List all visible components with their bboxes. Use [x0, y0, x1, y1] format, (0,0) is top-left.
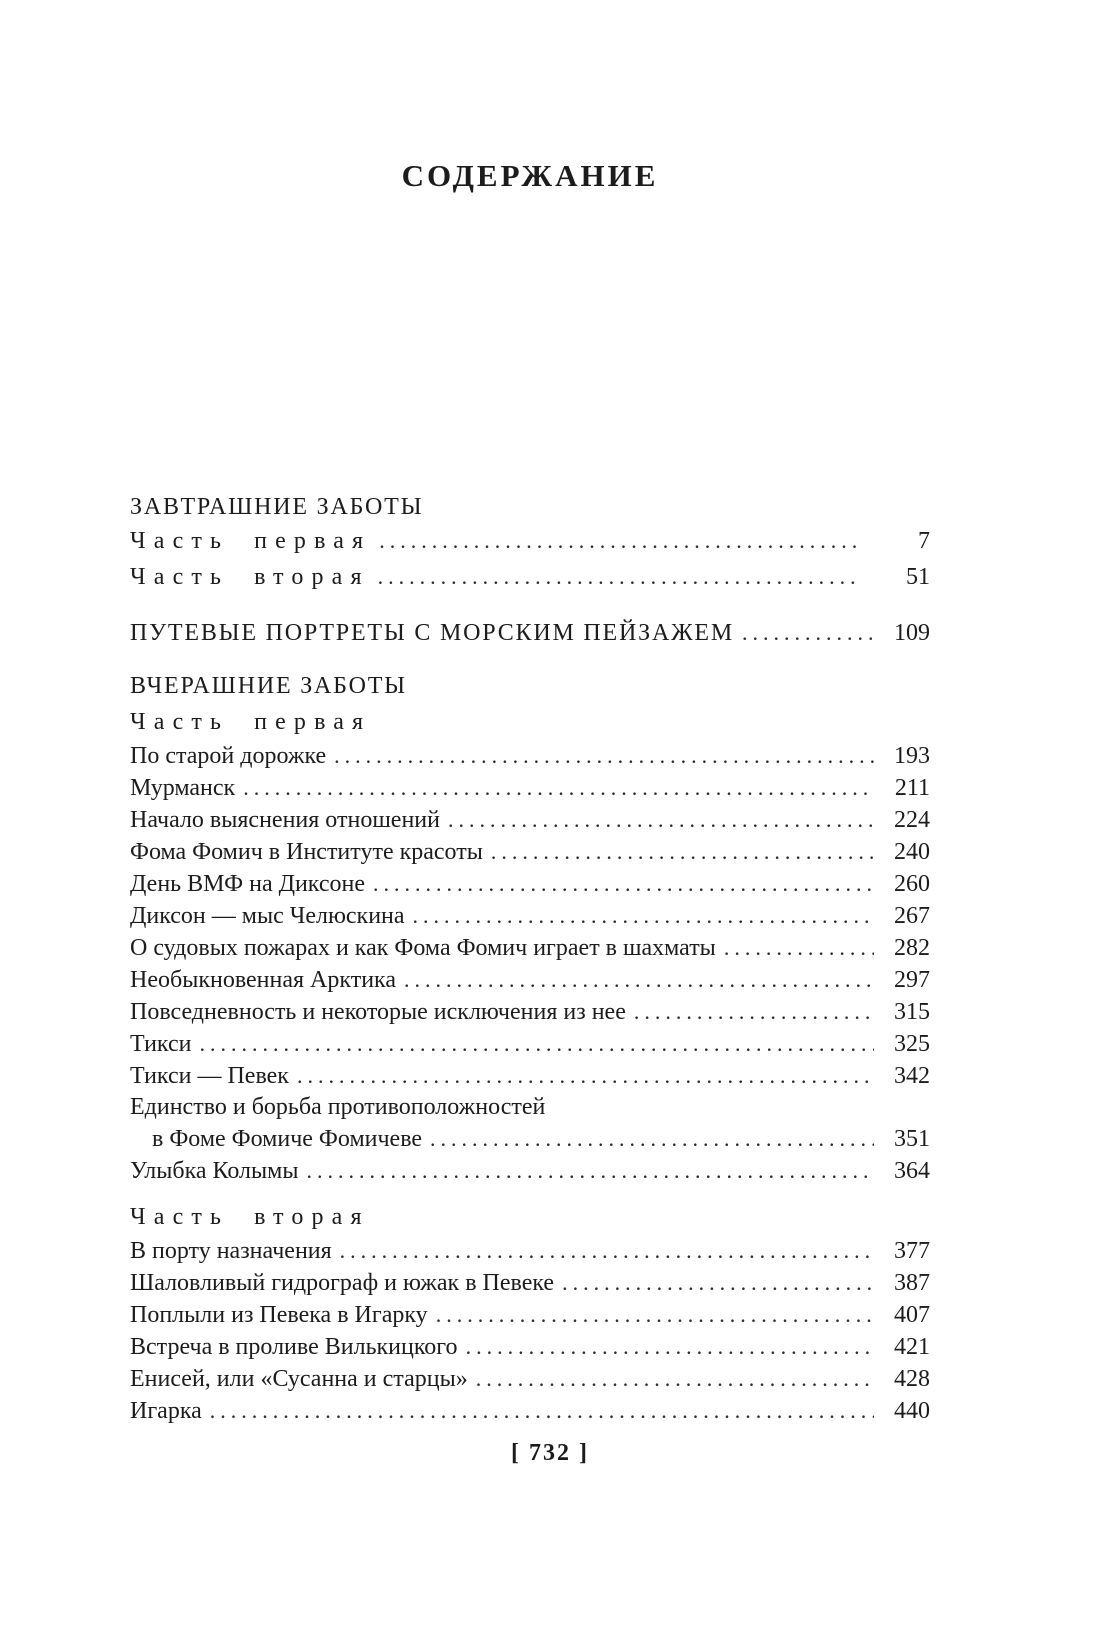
toc-entry-page: 109 — [894, 620, 930, 646]
toc-entry — [130, 1235, 930, 1267]
toc-entry-label: Поплыли из Певека в Игарку — [130, 1302, 428, 1328]
toc-entry-page: 315 — [894, 999, 930, 1025]
toc-entry — [130, 1331, 930, 1363]
dot-leader — [436, 1299, 874, 1331]
toc-entry-label: Шаловливый гидрограф и южак в Певеке — [130, 1270, 555, 1296]
toc-entry — [130, 1395, 930, 1427]
toc-section-heading — [130, 492, 930, 523]
toc-entry-label: Тикси — [130, 1031, 192, 1057]
toc-entry-page: 260 — [894, 871, 930, 897]
toc-entry-label: Енисей, или «Сусанна и старцы» — [130, 1366, 468, 1392]
toc-entry-page: 440 — [894, 1398, 930, 1424]
dot-leader — [742, 617, 874, 649]
toc-entry-page: 421 — [894, 1334, 930, 1360]
dot-leader — [306, 1155, 874, 1187]
toc-entry — [130, 523, 930, 559]
toc-entry-label: ПУТЕВЫЕ ПОРТРЕТЫ С МОРСКИМ ПЕЙЗАЖЕМ — [130, 620, 734, 646]
toc-entry-label: Повседневность и некоторые исключения из нее — [130, 999, 626, 1025]
dot-leader — [562, 1267, 874, 1299]
dot-leader — [297, 1060, 874, 1092]
toc-entry-label: В порту назначения — [130, 1238, 332, 1264]
toc-entry-label: Начало выяснения отношений — [130, 807, 440, 833]
toc-entry — [130, 772, 930, 804]
dot-leader — [378, 559, 862, 595]
toc-entry — [130, 1028, 930, 1060]
toc-entry — [130, 704, 930, 740]
toc-entry-page: 240 — [894, 839, 930, 865]
toc-entry-label: Диксон — мыс Челюскина — [130, 903, 405, 929]
toc-entry — [130, 1199, 930, 1235]
toc-entry — [130, 1092, 930, 1123]
toc-entry-page: 407 — [894, 1302, 930, 1328]
toc-entry-label: Часть вторая — [130, 564, 370, 590]
toc-entry — [130, 996, 930, 1028]
toc-entry-page: 377 — [894, 1238, 930, 1264]
toc-entry-label: О судовых пожарах и как Фома Фомич играет в шахматы — [130, 935, 716, 961]
dot-leader — [243, 772, 874, 804]
dot-leader — [476, 1363, 874, 1395]
toc-entry-label: Часть вторая — [130, 1204, 370, 1230]
dot-leader — [373, 868, 874, 900]
toc-rows — [130, 492, 930, 1427]
toc-entry-page: 364 — [894, 1158, 930, 1184]
toc-entry-label: Часть первая — [130, 528, 372, 554]
toc-entry — [130, 1363, 930, 1395]
dot-leader — [340, 1235, 874, 1267]
toc-entry — [130, 900, 930, 932]
toc-entry-page: 387 — [894, 1270, 930, 1296]
toc-entry — [130, 868, 930, 900]
toc-entry-label: По старой дорожке — [130, 743, 327, 769]
toc-entry-label: Необыкновенная Арктика — [130, 967, 397, 993]
toc-entry — [130, 964, 930, 996]
dot-leader — [210, 1395, 874, 1427]
toc-entry-label: ЗАВТРАШНИЕ ЗАБОТЫ — [130, 494, 424, 520]
dot-leader — [379, 523, 862, 559]
dot-leader — [466, 1331, 874, 1363]
toc-entry-page: 297 — [894, 967, 930, 993]
toc-entry-page: 325 — [894, 1031, 930, 1057]
toc-entry-page: 51 — [906, 564, 930, 590]
toc-entry — [130, 1267, 930, 1299]
toc-entry — [130, 1155, 930, 1187]
toc-entry-page: 193 — [894, 743, 930, 769]
toc-entry-page: 267 — [894, 903, 930, 929]
dot-leader — [404, 964, 874, 996]
dot-leader — [724, 932, 874, 964]
dot-leader — [430, 1123, 874, 1155]
toc-entry-label: Мурманск — [130, 775, 236, 801]
toc-entry — [130, 1123, 930, 1155]
toc-entry-label: Тикси — Певек — [130, 1063, 289, 1089]
toc-entry — [130, 559, 930, 595]
page-title: СОДЕРЖАНИЕ — [401, 158, 659, 193]
toc-entry — [130, 1299, 930, 1331]
toc-entry — [130, 1060, 930, 1092]
toc-entry-label: Встреча в проливе Вилькицкого — [130, 1334, 458, 1360]
toc-entry-page: 224 — [894, 807, 930, 833]
toc-entry-label: Игарка — [130, 1398, 202, 1424]
dot-leader — [334, 740, 874, 772]
toc-entry — [130, 740, 930, 772]
toc-entry-page: 282 — [894, 935, 930, 961]
toc-entry-page: 342 — [894, 1063, 930, 1089]
dot-leader — [413, 900, 874, 932]
toc-section-heading — [130, 671, 930, 702]
toc-entry — [130, 836, 930, 868]
toc-entry-label: ВЧЕРАШНИЕ ЗАБОТЫ — [130, 673, 407, 699]
toc-section-heading — [130, 617, 930, 649]
toc-entry-label: День ВМФ на Диксоне — [130, 871, 366, 897]
toc-entry — [130, 932, 930, 964]
dot-leader — [634, 996, 874, 1028]
toc-entry-label: Улыбка Колымы — [130, 1158, 299, 1184]
dot-leader — [491, 836, 874, 868]
dot-leader — [199, 1028, 874, 1060]
toc-entry-label: в Фоме Фомиче Фомичеве — [152, 1126, 423, 1152]
toc-entry-label: Единство и борьба противоположностей — [130, 1094, 546, 1120]
toc-entry-label: Фома Фомич в Институте красоты — [130, 839, 483, 865]
toc-entry-page: 428 — [894, 1366, 930, 1392]
toc-entry-page: 7 — [918, 528, 930, 554]
page-footer: [ 732 ] — [511, 1440, 589, 1466]
toc-entry-label: Часть первая — [130, 709, 372, 735]
toc-entry-page: 211 — [894, 775, 930, 801]
toc-entry — [130, 804, 930, 836]
dot-leader — [448, 804, 874, 836]
toc-entry-page: 351 — [894, 1126, 930, 1152]
toc — [130, 0, 930, 1427]
